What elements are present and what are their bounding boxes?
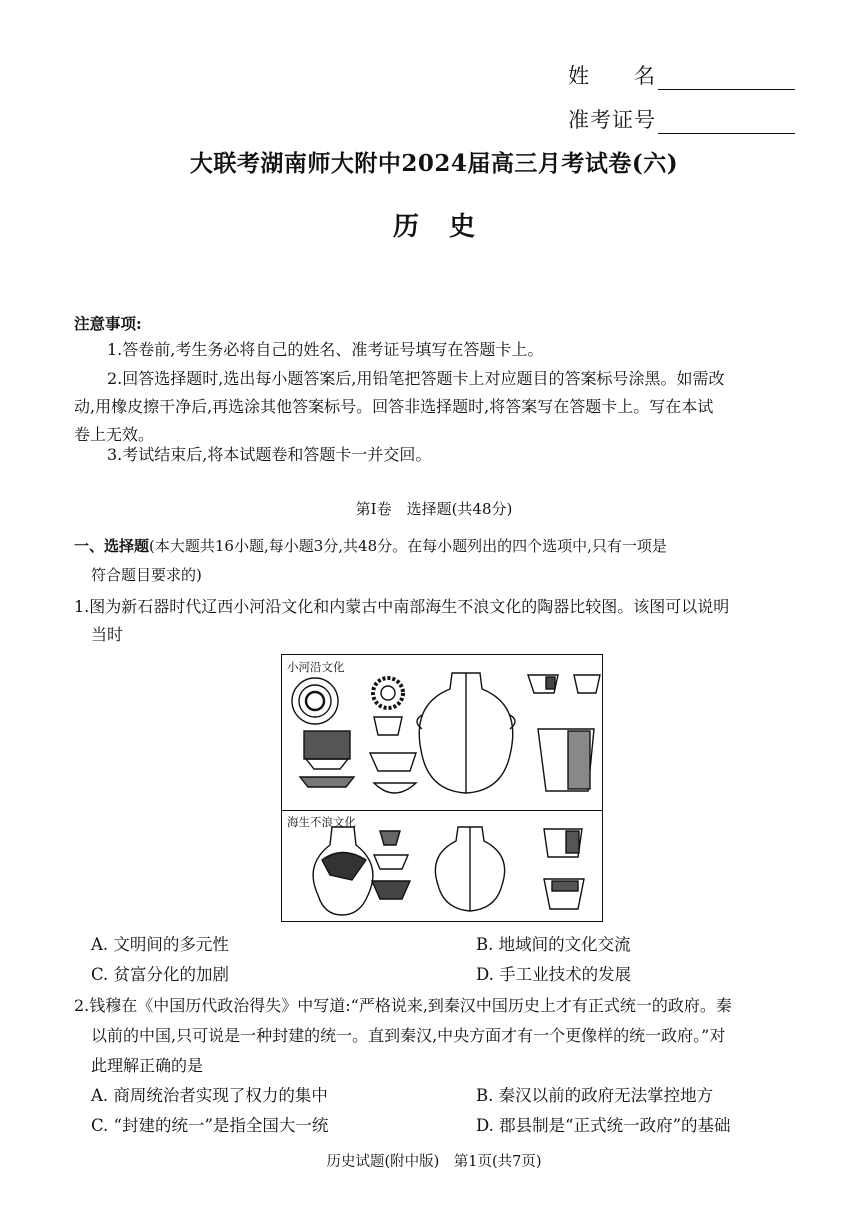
- section-heading-bold: 一、选择题: [74, 537, 150, 555]
- q2-stem-line-1: 2.钱穆在《中国历代政治得失》中写道:“严格说来,到秦汉中国历史上才有正式统一的政府。秦: [74, 996, 732, 1015]
- notes-item-1: 1.答卷前,考生务必将自己的姓名、准考证号填写在答题卡上。: [107, 340, 544, 359]
- page-footer: 历史试题(附中版) 第1页(共7页): [326, 1154, 542, 1170]
- q2-option-c: C. “封建的统一”是指全国大一统: [91, 1116, 329, 1135]
- ring-vessel-pottery: [373, 678, 403, 735]
- notes-item-2-line-2: 动,用橡皮擦干净后,再选涂其他答案标号。回答非选择题时,将答案写在答题卡上。写在本试: [74, 397, 714, 416]
- section-title: 第Ⅰ卷 选择题(共48分): [355, 500, 513, 518]
- section-heading-text: (本大题共16小题,每小题3分,共48分。在每小题列出的四个选项中,只有一项是: [149, 537, 667, 555]
- name-field: [568, 60, 795, 90]
- notes-item-2-line-3: 卷上无效。: [74, 425, 155, 444]
- q2-option-a: A. 商周统治者实现了权力的集中: [91, 1086, 328, 1105]
- bowl-pottery: [370, 753, 416, 771]
- painted-jar-pottery: [313, 827, 373, 915]
- section-heading-line-1: [74, 531, 667, 561]
- q2-option-b: B. 秦汉以前的政府无法掌控地方: [476, 1086, 714, 1105]
- q1-option-a: A. 文明间的多元性: [91, 935, 229, 954]
- q2-stem-line-3: 此理解正确的是: [91, 1056, 204, 1075]
- subject-title: 历史: [392, 212, 505, 242]
- lidded-jar-pottery: [435, 827, 504, 911]
- q1-option-b: B. 地域间的文化交流: [476, 935, 631, 954]
- shallow-bowl-pottery: [374, 783, 416, 793]
- q2-option-d: D. 郡县制是“正式统一政府”的基础: [476, 1116, 731, 1135]
- exam-id-blank-line: [658, 111, 795, 134]
- notes-item-3: 3.考试结束后,将本试题卷和答题卡一并交回。: [107, 445, 432, 464]
- q1-option-c: C. 贫富分化的加剧: [91, 965, 230, 984]
- small-cups-pottery: [528, 675, 600, 693]
- tall-beaker-pottery: [538, 729, 594, 791]
- section-heading-line-2: 符合题目要求的): [91, 566, 202, 584]
- exam-id-label: 准考证号: [568, 108, 656, 132]
- exam-title: 大联考湖南师大附中2024届高三月考试卷(六): [189, 150, 679, 177]
- large-jar-pottery: [417, 673, 515, 793]
- q1-option-d: D. 手工业技术的发展: [476, 965, 632, 984]
- exam-id-field: [568, 104, 795, 134]
- cups-bottom-pottery: [544, 829, 584, 909]
- figure-label-haishengbulang: 海生不浪文化: [287, 815, 356, 829]
- q1-stem-line-1: 1.图为新石器时代辽西小河沿文化和内蒙古中南部海生不浪文化的陶器比较图。该图可以说明: [74, 597, 730, 616]
- circular-dish-pottery: [292, 678, 338, 724]
- notes-item-2-line-1: 2.回答选择题时,选出每小题答案后,用铅笔把答题卡上对应题目的答案标号涂黑。如需改: [107, 369, 725, 388]
- name-label: 姓 名: [568, 64, 656, 88]
- q2-stem-line-2: 以前的中国,只可说是一种封建的统一。直到秦汉,中央方面才有一个更像样的统一政府。”对: [91, 1026, 726, 1045]
- notes-heading: 注意事项:: [74, 314, 142, 333]
- fragments-pottery: [372, 831, 410, 899]
- pottery-comparison-figure: [281, 654, 603, 922]
- q1-stem-line-2: 当时: [91, 625, 124, 644]
- patterned-cup-pottery: [300, 731, 354, 787]
- figure-label-xiaoheyan: 小河沿文化: [287, 660, 345, 674]
- pottery-drawings: [282, 655, 601, 920]
- name-blank-line: [658, 67, 795, 90]
